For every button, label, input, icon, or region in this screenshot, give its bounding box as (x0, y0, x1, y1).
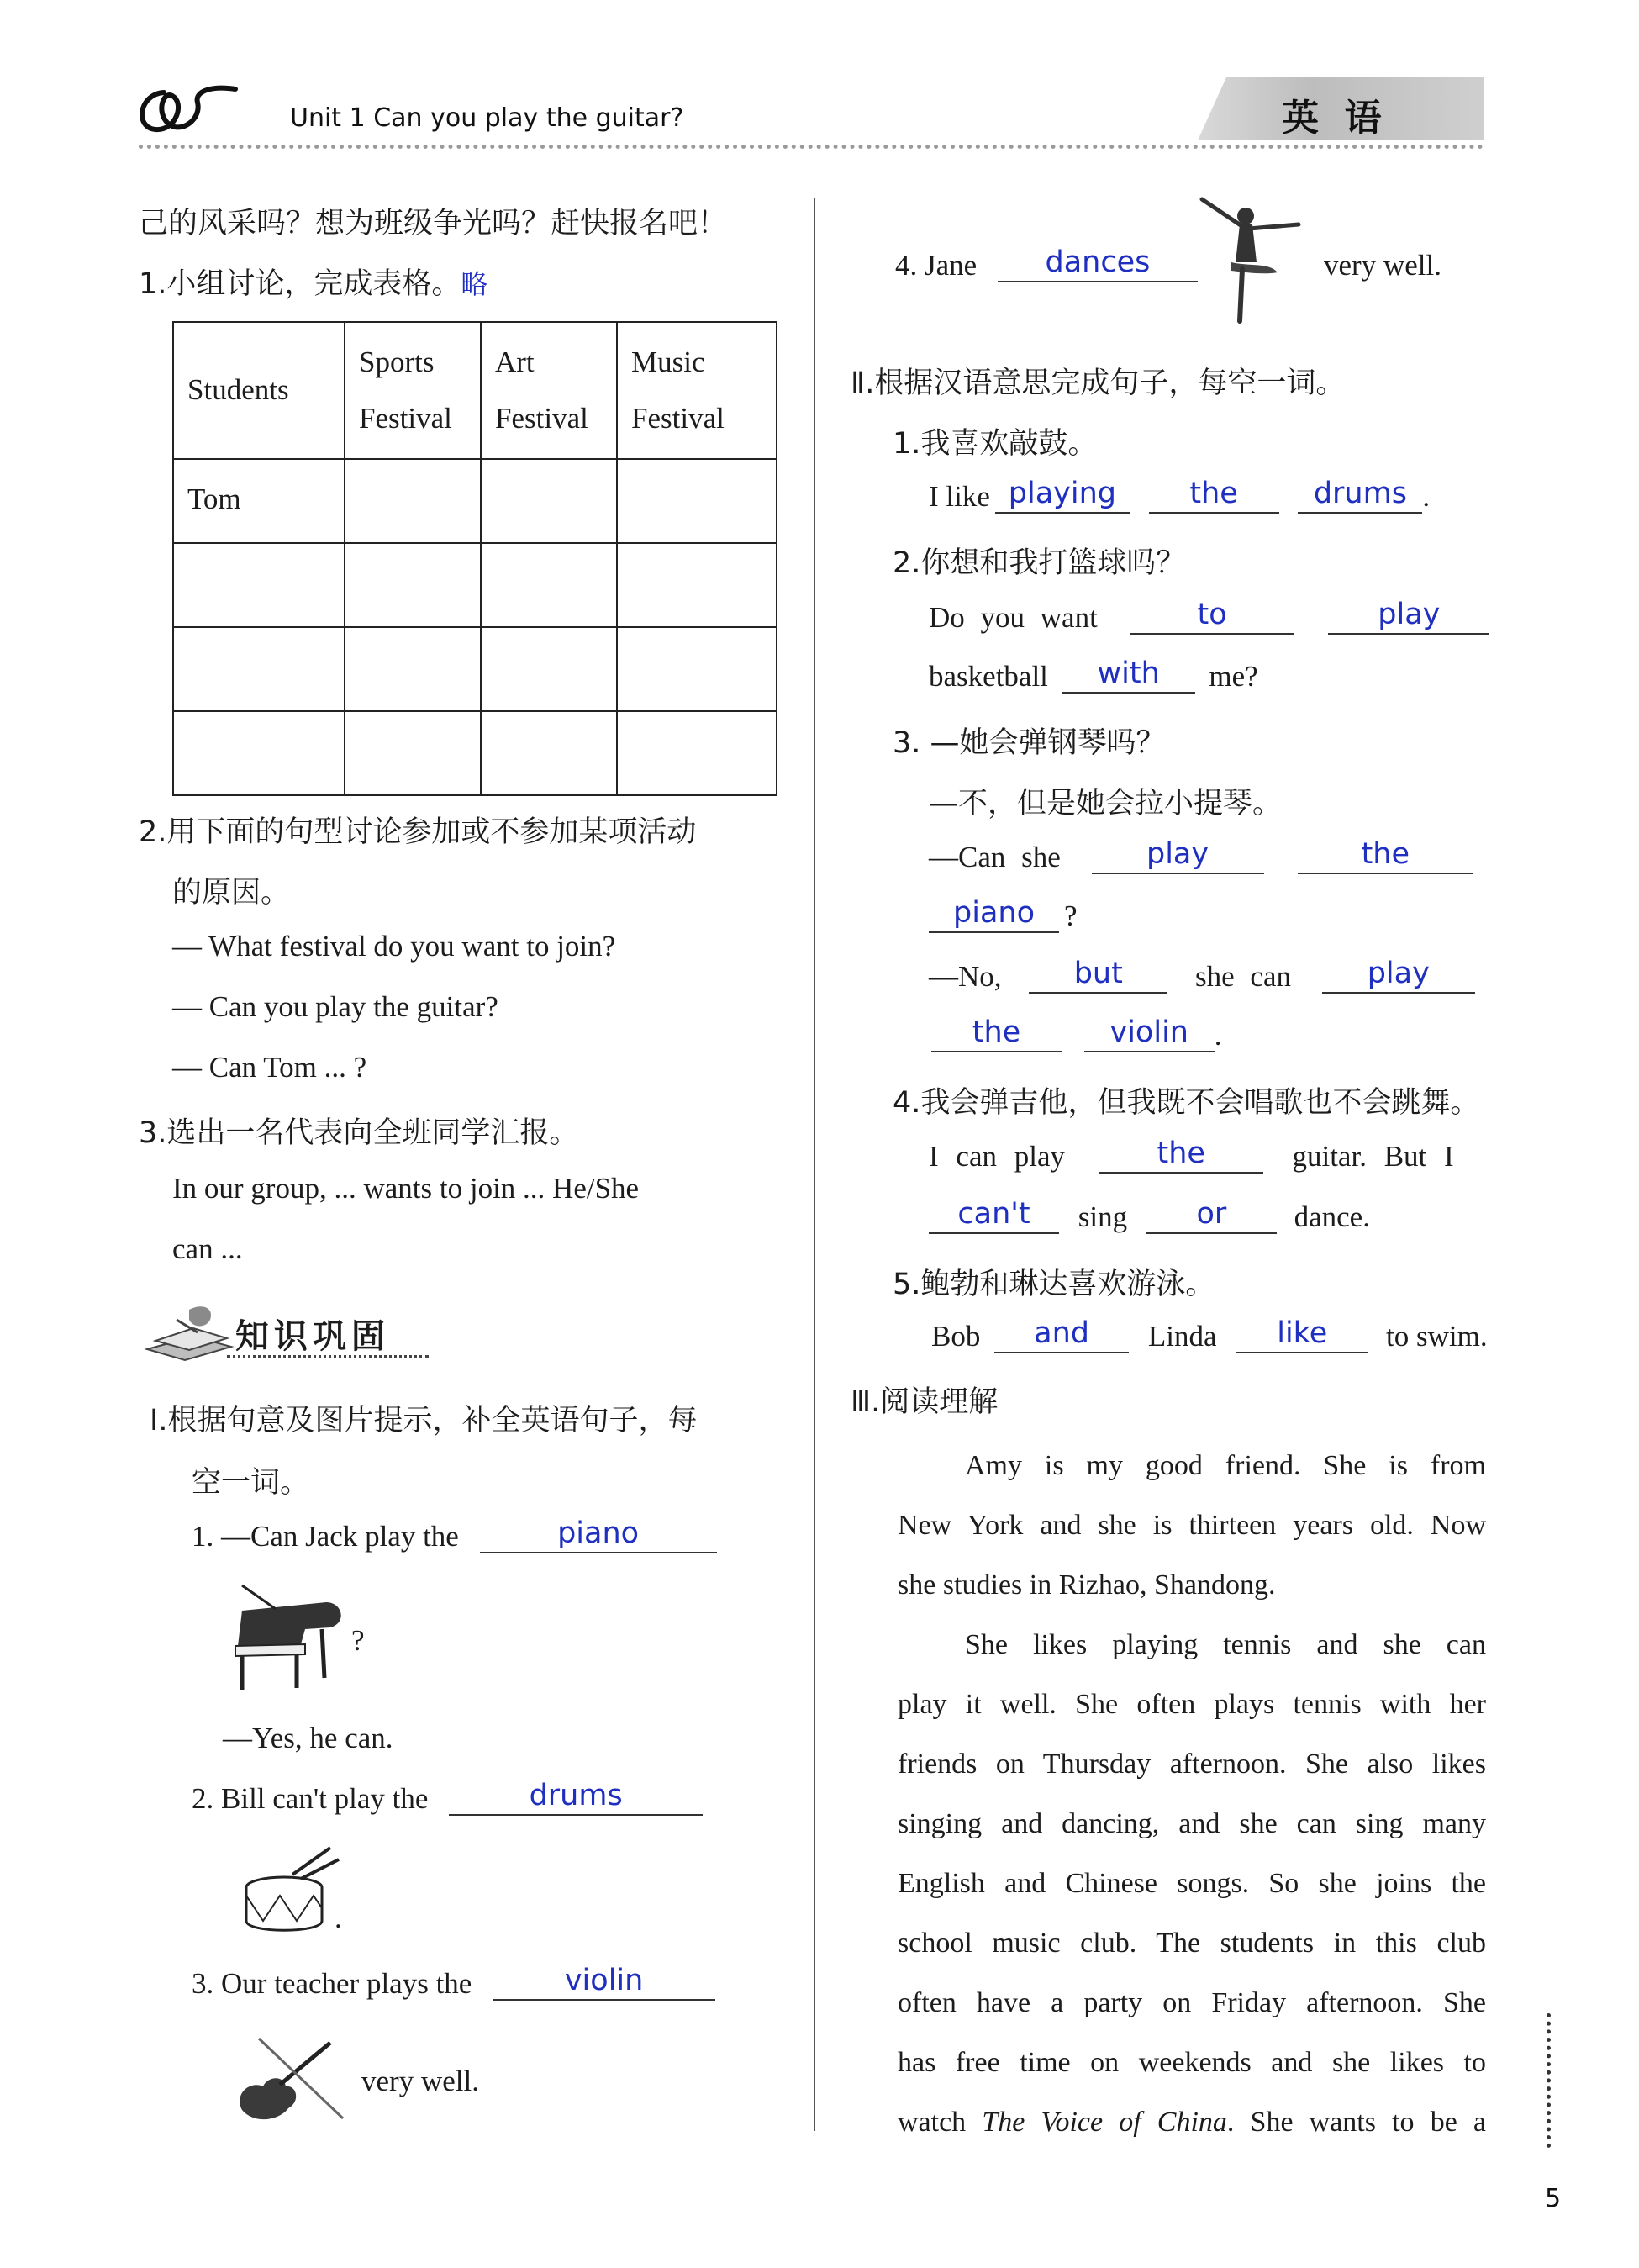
reading-line: New York and she is thirteen years old. Now (898, 1510, 1486, 1541)
column-divider (814, 198, 815, 2131)
dialog-line: — Can you play the guitar? (172, 990, 498, 1023)
reading-line: watch The Voice of China. She wants to be a (898, 2107, 1486, 2138)
part-II-title: Ⅱ.根据汉语意思完成句子，每空一词。 (851, 367, 1346, 400)
reading-line: has free time on weekends and she likes to (898, 2047, 1486, 2078)
ii-1-sentence: I like playing the drums . (929, 477, 1431, 513)
table-cell[interactable] (617, 627, 777, 711)
ii-3-sentence-4: the violin . (931, 1021, 1222, 1052)
question-1-reply: —Yes, he can. (223, 1722, 393, 1754)
ii-5-sentence: Bob and Linda like to swim. (931, 1316, 1488, 1353)
table-cell[interactable] (481, 459, 617, 543)
table-row (173, 543, 777, 627)
piano-icon (225, 1577, 351, 1695)
dancer-icon (1194, 195, 1303, 325)
reading-line: friends on Thursday afternoon. She also likes (898, 1748, 1486, 1780)
reading-line: play it well. She often plays tennis with her (898, 1689, 1486, 1720)
answer-blank[interactable]: to (1130, 603, 1294, 635)
task-2-line-1: 2.用下面的句型讨论参加或不参加某项活动 (139, 815, 697, 849)
ii-2-sentence-1: Do you want to play (929, 603, 1489, 635)
header-dotted-rule (139, 145, 1484, 149)
question-3: 3. Our teacher plays the violin (192, 1969, 715, 2001)
answer-blank[interactable]: drums (1298, 482, 1422, 514)
table-cell[interactable] (173, 627, 345, 711)
reading-passage (898, 1436, 1486, 2152)
question-4: 4. Jane dances (895, 251, 1198, 282)
answer-blank[interactable]: play (1322, 962, 1475, 994)
ii-3-sentence-1: —Can she play the (929, 842, 1473, 874)
answer-blank[interactable]: violin (1084, 1021, 1215, 1052)
reading-line: Amy is my good friend. She is from (965, 1450, 1486, 1481)
table-header-cell: Art Festival (481, 322, 617, 459)
unit-title: Unit 1 Can you play the guitar? (290, 103, 684, 133)
answer-blank[interactable]: piano (480, 1522, 717, 1553)
table-cell[interactable] (173, 543, 345, 627)
report-line-1: In our group, ... wants to join ... He/She (172, 1172, 640, 1205)
violin-icon (234, 2026, 351, 2127)
page-edge-dots (1547, 2013, 1551, 2148)
table-cell[interactable] (345, 627, 481, 711)
answer-blank[interactable]: the (931, 1021, 1062, 1052)
intro-text: 己的风采吗？想为班级争光吗？赶快报名吧！ (139, 207, 728, 240)
answer-blank[interactable]: violin (493, 1969, 715, 2001)
answer-blank[interactable]: with (1062, 662, 1195, 694)
reading-line: singing and dancing, and she can sing many (898, 1808, 1486, 1839)
table-header-row (173, 322, 777, 459)
answer-blank[interactable]: dances (998, 251, 1198, 282)
show-title: The Voice of China (982, 2107, 1227, 2138)
table-cell[interactable] (617, 543, 777, 627)
dialog-line: — Can Tom ... ? (172, 1051, 367, 1084)
ii-3-sentence-3: —No, but she can play (929, 962, 1475, 994)
answer-blank[interactable]: or (1146, 1202, 1277, 1234)
report-line-2: can ... (172, 1232, 243, 1265)
question-3-end: very well. (361, 2065, 479, 2097)
question-1-mark: ? (351, 1624, 365, 1657)
table-row (173, 459, 777, 543)
answer-blank[interactable]: but (1029, 962, 1167, 994)
ii-1-chinese: 1.我喜欢敲鼓。 (893, 427, 1098, 461)
answer-blank[interactable]: the (1298, 842, 1473, 874)
task-2-line-2: 的原因。 (172, 876, 291, 910)
table-cell[interactable] (173, 711, 345, 795)
table-cell[interactable] (345, 711, 481, 795)
answer-blank[interactable]: drums (449, 1784, 703, 1816)
table-cell[interactable] (481, 627, 617, 711)
question-1: 1. —Can Jack play the piano (192, 1522, 717, 1553)
ii-3-chinese-2: —不，但是她会拉小提琴。 (929, 787, 1283, 820)
answer-blank[interactable]: playing (995, 482, 1130, 514)
festival-table (172, 321, 777, 796)
table-cell[interactable]: Tom (173, 459, 345, 543)
answer-blank[interactable]: can't (929, 1202, 1059, 1234)
task-3: 3.选出一名代表向全班同学汇报。 (139, 1116, 579, 1150)
ii-3-sentence-2: piano ? (929, 901, 1078, 933)
task-1 (139, 261, 487, 303)
answer-blank[interactable]: play (1328, 603, 1489, 635)
part-I-line-1: Ⅰ.根据句意及图片提示，补全英语句子，每 (150, 1404, 698, 1437)
reading-line: English and Chinese songs. So she joins the (898, 1868, 1486, 1899)
ii-4-sentence-2: can't sing or dance. (929, 1202, 1370, 1234)
ii-5-chinese: 5.鲍勃和琳达喜欢游泳。 (893, 1268, 1215, 1301)
reading-line: she studies in Rizhao, Shandong. (898, 1569, 1276, 1601)
table-cell[interactable] (617, 711, 777, 795)
ii-2-chinese: 2.你想和我打篮球吗？ (893, 546, 1186, 580)
question-2-dot: . (335, 1901, 342, 1934)
dialog-line: — What festival do you want to join? (172, 930, 616, 963)
part-III-title: Ⅲ.阅读理解 (851, 1385, 999, 1419)
section-title: 知识巩固 (235, 1317, 390, 1356)
table-cell[interactable] (345, 543, 481, 627)
answer-blank[interactable]: the (1149, 482, 1279, 514)
table-header-cell: Sports Festival (345, 322, 481, 459)
table-row (173, 711, 777, 795)
table-cell[interactable] (345, 459, 481, 543)
answer-blank[interactable]: the (1099, 1142, 1263, 1174)
header (0, 0, 1639, 160)
page-number: 5 (1545, 2184, 1562, 2213)
books-icon (143, 1303, 235, 1362)
answer-blank[interactable]: play (1092, 842, 1264, 874)
ii-3-chinese-1: 3. —她会弹钢琴吗？ (893, 726, 1166, 760)
ii-4-sentence-1: I can play the guitar. But I (929, 1137, 1454, 1173)
reading-line: She likes playing tennis and she can (965, 1629, 1486, 1660)
swirl-logo-icon (130, 77, 240, 138)
table-row (173, 627, 777, 711)
question-4-end: very well. (1324, 249, 1441, 282)
table-cell[interactable] (481, 711, 617, 795)
table-cell[interactable] (617, 459, 777, 543)
task-1-answer: 略 (461, 268, 488, 300)
answer-blank[interactable]: and (994, 1321, 1129, 1353)
reading-line: school music club. The students in this club (898, 1928, 1486, 1959)
ii-4-chinese: 4.我会弹吉他，但我既不会唱歌也不会跳舞。 (893, 1086, 1480, 1120)
table-header-cell: Students (173, 322, 345, 459)
section-heading (143, 1303, 429, 1362)
section-underline (227, 1355, 429, 1358)
part-I-line-2: 空一词。 (192, 1466, 310, 1500)
answer-blank[interactable]: like (1236, 1321, 1368, 1353)
reading-line: often have a party on Friday afternoon. She (898, 1987, 1486, 2018)
drum-icon (242, 1841, 343, 1933)
table-header-cell: Music Festival (617, 322, 777, 459)
task-1-label: 1.小组讨论，完成表格。 (139, 267, 461, 301)
ii-2-sentence-2: basketball with me? (929, 657, 1258, 693)
table-cell[interactable] (481, 543, 617, 627)
subject-title: 英 语 (1282, 97, 1382, 140)
answer-blank[interactable]: piano (929, 901, 1059, 933)
question-2: 2. Bill can't play the drums (192, 1784, 703, 1816)
